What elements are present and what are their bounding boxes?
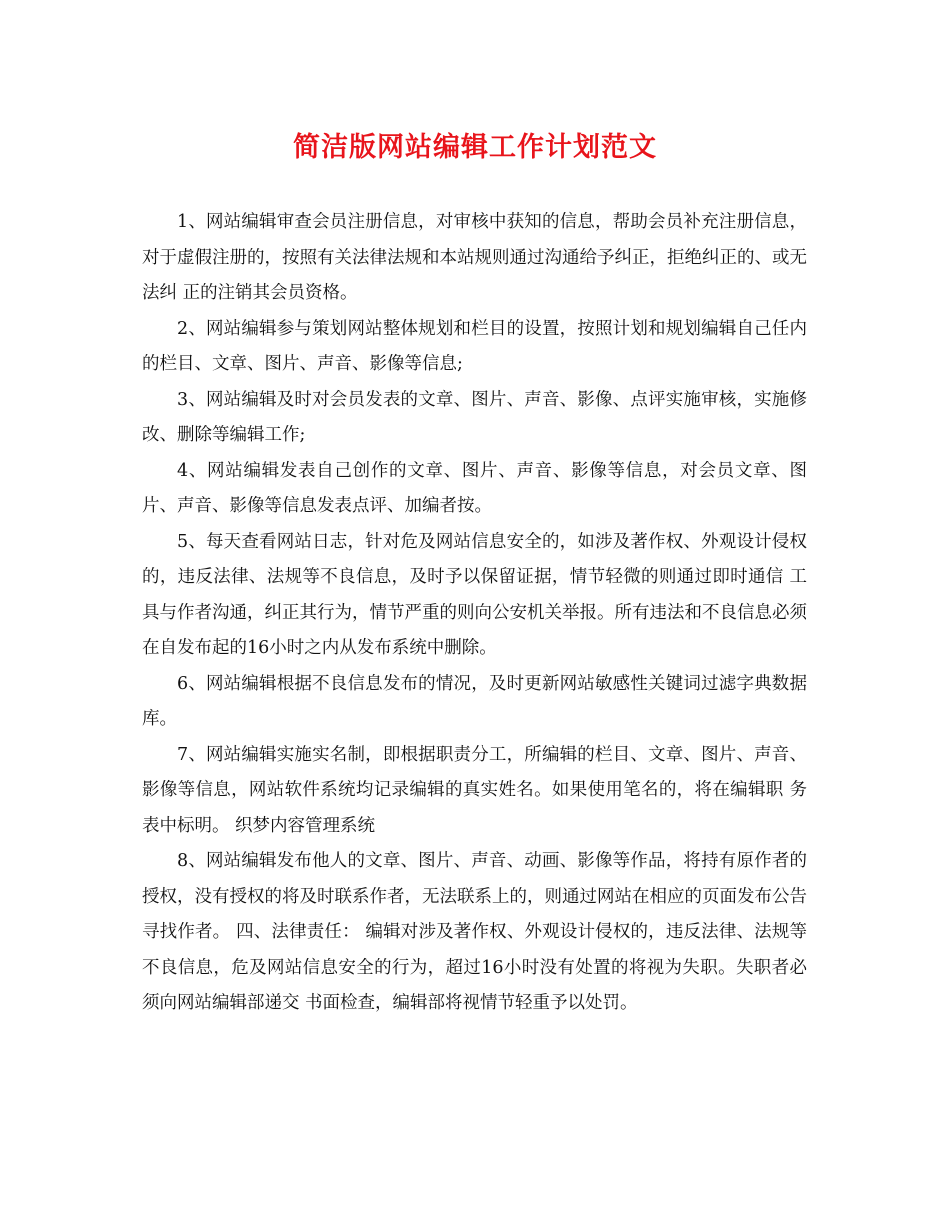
document-body [142, 205, 807, 1022]
paragraph-2: 2、网站编辑参与策划网站整体规划和栏目的设置，按照计划和规划编辑自己任内的栏目、文章、图片、声音、影像等信息; [142, 318, 807, 374]
paragraph-4: 4、网站编辑发表自己创作的文章、图片、声音、影像等信息，对会员文章、图片、声音、影像等信息发表点评、加编者按。 [142, 460, 807, 516]
paragraph-6: 6、网站编辑根据不良信息发布的情况，及时更新网站敏感性关键词过滤字典数据库。 [142, 673, 807, 729]
paragraph-8: 8、网站编辑发布他人的文章、图片、声音、动画、影像等作品，将持有原作者的授权，没有授权的将及时联系作者，无法联系上的，则通过网站在相应的页面发布公告 寻找作者。 四、法律责任： 编辑对涉及著作权、外观设计侵权的，违反法律、法规等不良信息，危及网站信息安全的行为，超过16小时没有处置的将视为失职。失职者必须向网站编辑部递交 书面检查，编辑部将视情节轻重予以处罚。 [142, 851, 807, 1013]
document-title: 简洁版网站编辑工作计划范文 [293, 132, 657, 163]
paragraph-7: 7、网站编辑实施实名制，即根据职责分工，所编辑的栏目、文章、图片、声音、影像等信息，网站软件系统均记录编辑的真实姓名。如果使用笔名的，将在编辑职 务表中标明。 织梦内容管理系统 [142, 744, 807, 836]
paragraph-1: 1、网站编辑审查会员注册信息，对审核中获知的信息，帮助会员补充注册信息，对于虚假注册的，按照有关法律法规和本站规则通过沟通给予纠正，拒绝纠正的、或无法纠 正的注销其会员资格。 [142, 212, 807, 303]
paragraph-5: 5、每天查看网站日志，针对危及网站信息安全的，如涉及著作权、外观设计侵权的，违反法律、法规等不良信息，及时予以保留证据，情节轻微的则通过即时通信 工具与作者沟通，纠正其行为，情节严重的则向公安机关举报。所有违法和不良信息必须在自发布起的16小时之内从发布系统中删除。 [142, 531, 807, 658]
paragraph-3: 3、网站编辑及时对会员发表的文章、图片、声音、影像、点评实施审核，实施修改、删除等编辑工作; [142, 389, 807, 445]
